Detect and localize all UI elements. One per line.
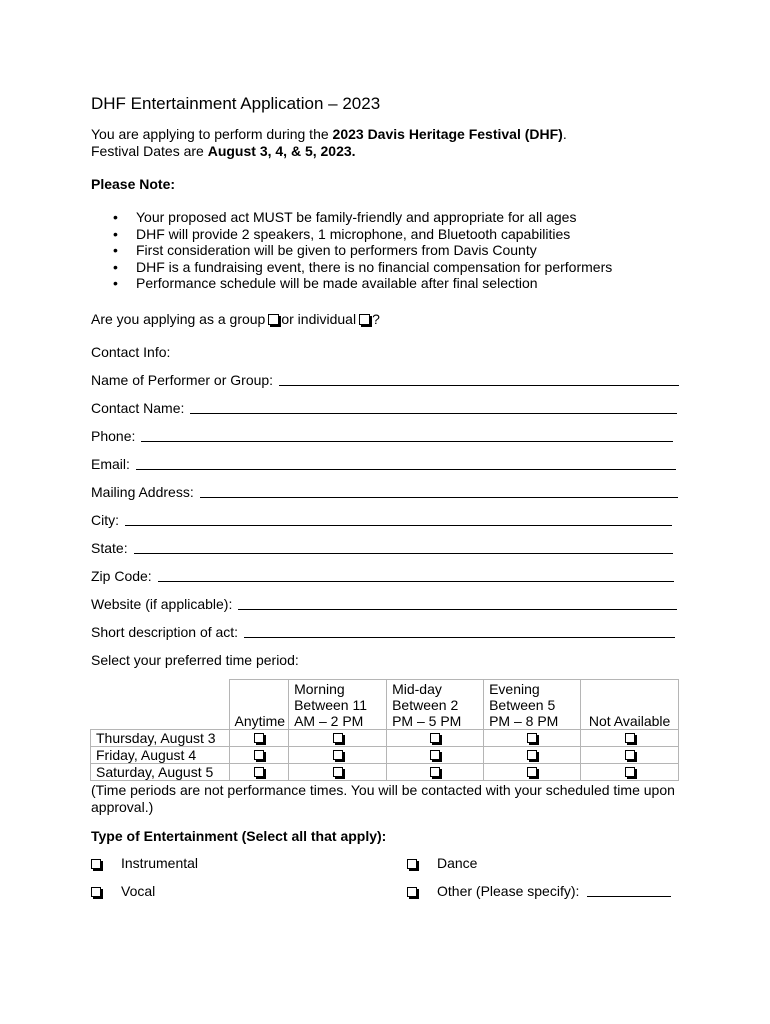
schedule-cell[interactable] xyxy=(289,747,387,764)
schedule-cell[interactable] xyxy=(581,730,679,747)
field-label: Zip Code: xyxy=(91,568,152,584)
intro-punct: . xyxy=(562,126,567,142)
mailing-address-field[interactable] xyxy=(91,482,678,500)
option-label: Vocal xyxy=(121,883,156,899)
field-label: Email: xyxy=(91,456,130,472)
field-label: City: xyxy=(91,512,119,528)
checkbox[interactable] xyxy=(91,887,101,897)
entertainment-heading xyxy=(91,828,386,845)
website-field[interactable] xyxy=(91,594,677,612)
table-header-row xyxy=(91,680,679,730)
intro-line-2 xyxy=(91,143,356,160)
checkbox[interactable] xyxy=(527,733,537,743)
checkbox[interactable] xyxy=(625,750,635,760)
schedule-cell[interactable] xyxy=(387,764,484,781)
option-label: Dance xyxy=(437,855,478,871)
page-title: DHF Entertainment Application – 2023 xyxy=(91,94,381,113)
row-label: Saturday, August 5 xyxy=(91,764,230,781)
row-label: Friday, August 4 xyxy=(91,747,230,764)
table-row xyxy=(91,747,679,764)
field-label: Contact Name: xyxy=(91,400,185,416)
other-specify-line[interactable] xyxy=(587,896,671,897)
group-checkbox[interactable] xyxy=(268,314,279,325)
column-header: Morning Between 11 AM – 2 PM xyxy=(289,680,387,730)
checkbox[interactable] xyxy=(91,859,101,869)
column-header: Anytime xyxy=(229,680,289,730)
field-label: State: xyxy=(91,540,128,556)
checkbox[interactable] xyxy=(333,750,343,760)
table-row xyxy=(91,764,679,781)
field-label: Name of Performer or Group: xyxy=(91,372,274,388)
list-item: • First consideration will be given to performers from Davis County xyxy=(113,242,612,259)
checkbox[interactable] xyxy=(527,750,537,760)
blank-line[interactable] xyxy=(279,384,679,386)
checkbox[interactable] xyxy=(625,767,635,777)
festival-name: 2023 Davis Heritage Festival (DHF) xyxy=(332,126,563,142)
city-field[interactable] xyxy=(91,510,672,528)
time-heading: Select your preferred time period: xyxy=(91,652,299,668)
schedule-cell[interactable] xyxy=(387,747,484,764)
option-label: Other (Please specify): xyxy=(437,883,580,899)
blank-line[interactable] xyxy=(200,496,678,498)
description-field[interactable] xyxy=(91,622,675,640)
checkbox[interactable] xyxy=(333,733,343,743)
table-corner xyxy=(91,680,230,730)
checkbox[interactable] xyxy=(407,859,417,869)
field-label: Website (if applicable): xyxy=(91,596,233,612)
option-label: Instrumental xyxy=(121,855,199,871)
vocal-option[interactable] xyxy=(91,883,155,899)
group-question xyxy=(91,311,380,328)
row-label: Thursday, August 3 xyxy=(91,730,230,747)
individual-question-text: or individual xyxy=(281,311,357,327)
checkbox[interactable] xyxy=(430,767,440,777)
note-heading-text: Please Note: xyxy=(91,176,176,192)
schedule-cell[interactable] xyxy=(229,747,289,764)
schedule-cell[interactable] xyxy=(581,764,679,781)
blank-line[interactable] xyxy=(134,552,673,554)
field-label: Mailing Address: xyxy=(91,484,194,500)
checkbox[interactable] xyxy=(254,733,264,743)
checkbox[interactable] xyxy=(254,750,264,760)
schedule-cell[interactable] xyxy=(581,747,679,764)
group-question-text: Are you applying as a group xyxy=(91,311,266,327)
column-header: Mid-day Between 2 PM – 5 PM xyxy=(387,680,484,730)
schedule-cell[interactable] xyxy=(229,764,289,781)
checkbox[interactable] xyxy=(625,733,635,743)
time-note-line-1: (Time periods are not performance times. You will be contacted with your scheduled time upon xyxy=(91,782,675,798)
list-item: • DHF will provide 2 speakers, 1 microphone, and Bluetooth capabilities xyxy=(113,226,612,243)
schedule-cell[interactable] xyxy=(484,747,581,764)
checkbox[interactable] xyxy=(430,750,440,760)
blank-line[interactable] xyxy=(158,580,674,582)
table-row xyxy=(91,730,679,747)
field-label: Short description of act: xyxy=(91,624,239,640)
entertainment-heading-text: Type of Entertainment (Select all that apply): xyxy=(91,828,387,844)
blank-line[interactable] xyxy=(136,468,676,470)
zip-code-field[interactable] xyxy=(91,566,674,584)
blank-line[interactable] xyxy=(244,636,675,638)
state-field[interactable] xyxy=(91,538,673,556)
blank-line[interactable] xyxy=(238,608,677,610)
individual-checkbox[interactable] xyxy=(359,314,370,325)
blank-line[interactable] xyxy=(141,440,673,442)
intro-line-1 xyxy=(91,126,567,143)
phone-field[interactable] xyxy=(91,426,673,444)
schedule-cell[interactable] xyxy=(289,764,387,781)
contact-heading: Contact Info: xyxy=(91,344,171,360)
list-item: • Your proposed act MUST be family-friendly and appropriate for all ages xyxy=(113,209,612,226)
list-item: • DHF is a fundraising event, there is no financial compensation for performers xyxy=(113,259,612,276)
list-item: • Performance schedule will be made available after final selection xyxy=(113,275,612,292)
performer-name-field[interactable] xyxy=(91,370,679,388)
note-heading xyxy=(91,176,175,193)
schedule-cell[interactable] xyxy=(484,764,581,781)
checkbox[interactable] xyxy=(407,887,417,897)
contact-name-field[interactable] xyxy=(91,398,677,416)
dates-label: Festival Dates are xyxy=(91,143,208,159)
schedule-cell[interactable] xyxy=(289,730,387,747)
checkbox[interactable] xyxy=(254,767,264,777)
checkbox[interactable] xyxy=(527,767,537,777)
intro-text: You are applying to perform during the xyxy=(91,126,333,142)
time-note-line-2: approval.) xyxy=(91,799,154,815)
field-label: Phone: xyxy=(91,428,136,444)
column-header: Evening Between 5 PM – 8 PM xyxy=(484,680,581,730)
email-field[interactable] xyxy=(91,454,676,472)
blank-line[interactable] xyxy=(125,524,672,526)
schedule-cell[interactable] xyxy=(484,730,581,747)
blank-line[interactable] xyxy=(190,412,677,414)
schedule-table xyxy=(90,679,679,781)
dance-option[interactable] xyxy=(407,855,477,871)
checkbox[interactable] xyxy=(430,733,440,743)
checkbox[interactable] xyxy=(333,767,343,777)
instrumental-option[interactable] xyxy=(91,855,198,871)
question-mark: ? xyxy=(372,311,380,327)
schedule-cell[interactable] xyxy=(229,730,289,747)
other-option[interactable] xyxy=(407,883,671,899)
festival-dates: August 3, 4, & 5, 2023. xyxy=(207,143,356,159)
note-list xyxy=(113,209,612,292)
schedule-cell[interactable] xyxy=(387,730,484,747)
column-header: Not Available xyxy=(581,680,679,730)
